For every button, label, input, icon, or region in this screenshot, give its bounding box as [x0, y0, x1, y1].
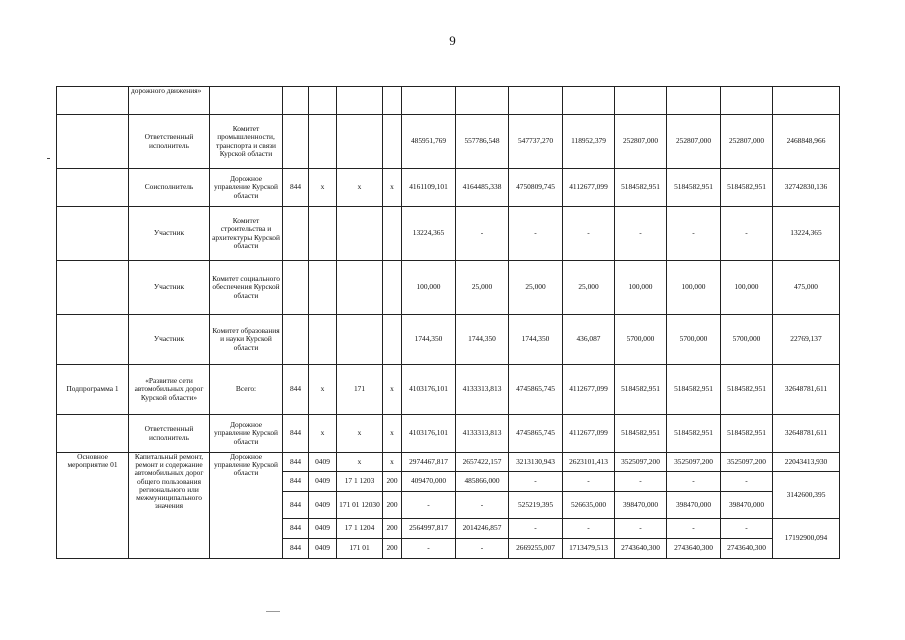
value-cell: х [337, 415, 383, 453]
value-cell [383, 315, 402, 365]
value-cell: 844 [283, 169, 309, 207]
table-row [57, 453, 840, 472]
value-cell [283, 261, 309, 315]
value-cell: 5184582,951 [667, 169, 721, 207]
value-cell: 844 [283, 519, 309, 539]
value-cell: 32742830,136 [773, 169, 840, 207]
table-row [57, 365, 840, 415]
value-cell: 252807,000 [721, 115, 773, 169]
value-cell: 844 [283, 453, 309, 472]
value-cell: 32648781,611 [773, 365, 840, 415]
value-cell: - [509, 207, 563, 261]
text-cell: Подпрограмма 1 [57, 365, 129, 415]
value-cell [383, 87, 402, 115]
text-cell: Участник [129, 207, 210, 261]
value-cell: 3525097,200 [667, 453, 721, 472]
text-cell: Ответственный исполнитель [129, 115, 210, 169]
text-cell [57, 315, 129, 365]
value-cell: 5184582,951 [615, 169, 667, 207]
text-cell: Всего: [210, 365, 283, 415]
text-cell: Соисполнитель [129, 169, 210, 207]
footer-mark [266, 611, 280, 612]
value-cell: 4112677,099 [563, 415, 615, 453]
value-cell [773, 87, 840, 115]
value-cell: 1744,350 [509, 315, 563, 365]
table-row [57, 415, 840, 453]
value-cell: 3525097,200 [721, 453, 773, 472]
value-cell [309, 315, 337, 365]
value-cell: 844 [283, 365, 309, 415]
value-cell [383, 261, 402, 315]
value-cell [337, 261, 383, 315]
value-cell: 398470,000 [615, 492, 667, 519]
value-cell: 2743640,300 [721, 539, 773, 559]
value-cell: 100,000 [721, 261, 773, 315]
value-cell: 0409 [309, 472, 337, 492]
value-cell: 25,000 [456, 261, 509, 315]
value-cell: 1744,350 [402, 315, 456, 365]
table-row [57, 315, 840, 365]
text-cell [210, 87, 283, 115]
value-cell: - [667, 472, 721, 492]
value-cell [337, 207, 383, 261]
value-cell: 2623101,413 [563, 453, 615, 472]
value-cell: 2743640,300 [667, 539, 721, 559]
value-cell: - [563, 519, 615, 539]
value-cell: 100,000 [402, 261, 456, 315]
value-cell [309, 115, 337, 169]
value-cell: 2657422,157 [456, 453, 509, 472]
value-cell [721, 87, 773, 115]
value-cell [383, 115, 402, 169]
value-cell: - [456, 207, 509, 261]
value-cell: х [309, 169, 337, 207]
value-cell [337, 87, 383, 115]
text-cell [57, 415, 129, 453]
value-cell: 5184582,951 [721, 415, 773, 453]
value-cell: х [383, 415, 402, 453]
event-name: Капитальный ремонт, ремонт и содержание автомобильных дорог общего пользования регионального или межмуниципального значения [129, 453, 210, 559]
value-cell: 2014246,857 [456, 519, 509, 539]
value-cell: - [721, 519, 773, 539]
value-cell: 32648781,611 [773, 415, 840, 453]
text-cell [57, 169, 129, 207]
text-cell: Комитет социального обеспечения Курской области [210, 261, 283, 315]
value-cell [509, 87, 563, 115]
text-cell [57, 261, 129, 315]
value-cell: 398470,000 [667, 492, 721, 519]
value-cell: - [563, 472, 615, 492]
text-cell: Ответственный исполнитель [129, 415, 210, 453]
value-cell: х [309, 365, 337, 415]
value-cell [309, 207, 337, 261]
table-row [57, 261, 840, 315]
value-cell: х [309, 415, 337, 453]
value-cell [337, 115, 383, 169]
value-cell: - [667, 207, 721, 261]
value-cell: 17 1 1204 [337, 519, 383, 539]
value-cell: 5184582,951 [667, 415, 721, 453]
total-cell: 22043413,930 [773, 453, 840, 472]
value-cell: х [383, 169, 402, 207]
value-cell: 252807,000 [615, 115, 667, 169]
text-cell [57, 115, 129, 169]
value-cell: - [402, 539, 456, 559]
value-cell: х [337, 169, 383, 207]
table-row [57, 87, 840, 115]
value-cell: 4750809,745 [509, 169, 563, 207]
text-cell [57, 87, 129, 115]
value-cell: 844 [283, 539, 309, 559]
value-cell: 526635,000 [563, 492, 615, 519]
value-cell: 547737,270 [509, 115, 563, 169]
value-cell: 22769,137 [773, 315, 840, 365]
value-cell: 4164485,338 [456, 169, 509, 207]
value-cell: 100,000 [667, 261, 721, 315]
value-cell: - [456, 492, 509, 519]
total-cell: 17192900,094 [773, 519, 840, 559]
text-cell: Комитет строительства и архитектуры Курской области [210, 207, 283, 261]
value-cell: - [563, 207, 615, 261]
value-cell: 5184582,951 [667, 365, 721, 415]
value-cell: 200 [383, 539, 402, 559]
value-cell: 5184582,951 [721, 169, 773, 207]
value-cell: 171 01 12030 [337, 492, 383, 519]
value-cell: 5184582,951 [615, 365, 667, 415]
value-cell: 2743640,300 [615, 539, 667, 559]
value-cell: 1744,350 [456, 315, 509, 365]
value-cell [456, 87, 509, 115]
text-cell: «Развитие сети автомобильных дорог Курской области» [129, 365, 210, 415]
value-cell: 844 [283, 492, 309, 519]
text-cell: дорожного движения» [129, 87, 210, 115]
value-cell: - [615, 472, 667, 492]
value-cell: 200 [383, 472, 402, 492]
value-cell [283, 115, 309, 169]
value-cell: 525219,395 [509, 492, 563, 519]
text-cell: Участник [129, 261, 210, 315]
value-cell: 4745865,745 [509, 415, 563, 453]
value-cell: - [615, 519, 667, 539]
value-cell: 25,000 [509, 261, 563, 315]
value-cell [337, 315, 383, 365]
text-cell: Дорожное управление Курской области [210, 415, 283, 453]
value-cell: - [509, 519, 563, 539]
text-cell: Комитет образования и науки Курской области [210, 315, 283, 365]
value-cell: 485951,769 [402, 115, 456, 169]
text-cell: Комитет промышленности, транспорта и связи Курской области [210, 115, 283, 169]
margin-mark [47, 158, 50, 159]
value-cell: 4103176,101 [402, 415, 456, 453]
table-row [57, 169, 840, 207]
value-cell [563, 87, 615, 115]
value-cell: - [615, 207, 667, 261]
value-cell [402, 87, 456, 115]
event-label: Основное мероприятие 01 [57, 453, 129, 559]
value-cell: 0409 [309, 519, 337, 539]
value-cell: 252807,000 [667, 115, 721, 169]
value-cell: 200 [383, 492, 402, 519]
value-cell: 844 [283, 472, 309, 492]
value-cell: 4133313,813 [456, 415, 509, 453]
value-cell [309, 261, 337, 315]
value-cell: 171 01 [337, 539, 383, 559]
value-cell [283, 87, 309, 115]
value-cell: 2974467,817 [402, 453, 456, 472]
value-cell: 0409 [309, 492, 337, 519]
value-cell: 398470,000 [721, 492, 773, 519]
value-cell: - [509, 472, 563, 492]
value-cell: 4161109,101 [402, 169, 456, 207]
value-cell: - [667, 519, 721, 539]
value-cell: х [383, 365, 402, 415]
value-cell: 0409 [309, 539, 337, 559]
value-cell: - [402, 492, 456, 519]
text-cell: Дорожное управление Курской области [210, 169, 283, 207]
value-cell: 0409 [309, 453, 337, 472]
value-cell: 4745865,745 [509, 365, 563, 415]
value-cell: 4133313,813 [456, 365, 509, 415]
value-cell [667, 87, 721, 115]
value-cell: 5700,000 [721, 315, 773, 365]
value-cell: 5184582,951 [721, 365, 773, 415]
value-cell [283, 207, 309, 261]
value-cell: 2468848,966 [773, 115, 840, 169]
value-cell: 1713479,513 [563, 539, 615, 559]
value-cell: 4112677,099 [563, 169, 615, 207]
total-cell: 3142600,395 [773, 472, 840, 519]
table-row [57, 207, 840, 261]
text-cell [57, 207, 129, 261]
table-row [57, 115, 840, 169]
value-cell: 5184582,951 [615, 415, 667, 453]
value-cell: 3525097,200 [615, 453, 667, 472]
value-cell: 436,087 [563, 315, 615, 365]
text-cell: Участник [129, 315, 210, 365]
value-cell: 5700,000 [615, 315, 667, 365]
value-cell: х [383, 453, 402, 472]
value-cell: 485866,000 [456, 472, 509, 492]
value-cell: - [721, 472, 773, 492]
value-cell: 557786,548 [456, 115, 509, 169]
value-cell: 3213130,943 [509, 453, 563, 472]
event-executor: Дорожное управление Курской области [210, 453, 283, 559]
page-number: 9 [449, 33, 456, 48]
budget-table [56, 86, 840, 559]
value-cell: 200 [383, 519, 402, 539]
value-cell: 25,000 [563, 261, 615, 315]
value-cell: х [337, 453, 383, 472]
value-cell: 13224,365 [773, 207, 840, 261]
value-cell [309, 87, 337, 115]
value-cell: - [456, 539, 509, 559]
value-cell: 2669255,007 [509, 539, 563, 559]
value-cell [615, 87, 667, 115]
value-cell: 100,000 [615, 261, 667, 315]
value-cell: 17 1 1203 [337, 472, 383, 492]
value-cell: 4103176,101 [402, 365, 456, 415]
value-cell: 409470,000 [402, 472, 456, 492]
value-cell: 4112677,099 [563, 365, 615, 415]
value-cell: 2564997,817 [402, 519, 456, 539]
value-cell: 844 [283, 415, 309, 453]
value-cell [283, 315, 309, 365]
value-cell: 13224,365 [402, 207, 456, 261]
value-cell: 5700,000 [667, 315, 721, 365]
value-cell [383, 207, 402, 261]
value-cell: - [721, 207, 773, 261]
value-cell: 475,000 [773, 261, 840, 315]
value-cell: 171 [337, 365, 383, 415]
value-cell: 118952,379 [563, 115, 615, 169]
